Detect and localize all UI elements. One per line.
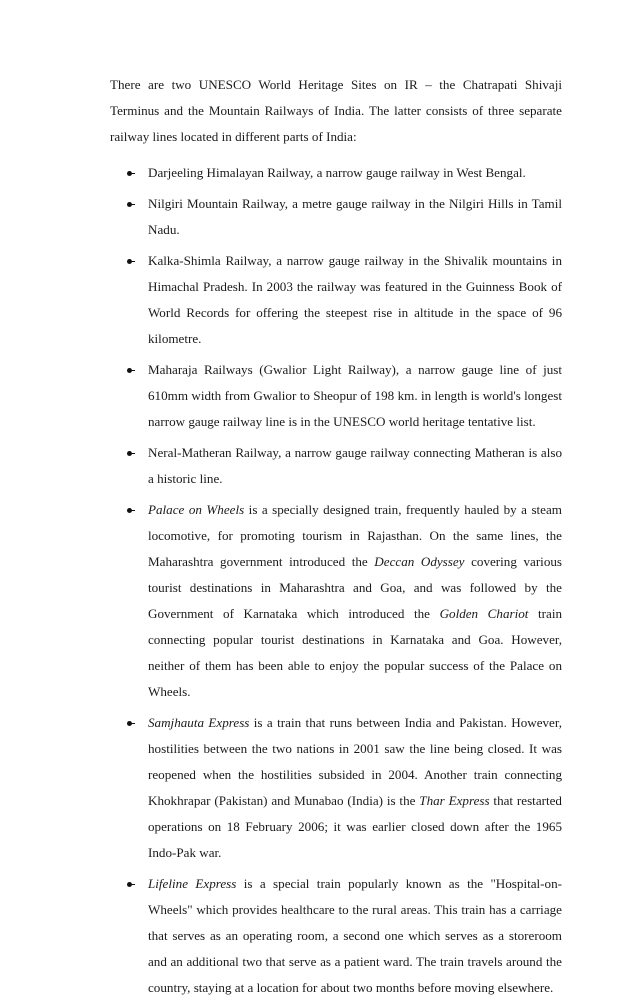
- list-item: [110, 248, 562, 352]
- bullet-icon: [126, 497, 136, 523]
- list-item-text: covering various tourist destinations in Maharashtra and Goa, and was followed by the Government of Karnataka which introduced the: [148, 554, 563, 621]
- list-item: [110, 357, 562, 435]
- document-body: [110, 72, 562, 1006]
- list-item-text: train connecting popular tourist destinations in Karnataka and Goa. However, neither of them has been able to enjoy the popular success of the Palace on Wheels.: [148, 606, 563, 699]
- bullet-icon: [126, 440, 136, 466]
- list-item: [110, 160, 562, 186]
- list-item-text: that restarted operations on 18 February 2006; it was earlier closed down after the 1965 Indo-Pak war.: [148, 793, 562, 860]
- train-name-thar-express: Thar Express: [419, 793, 490, 808]
- train-name-palace-on-wheels: Palace on Wheels: [148, 502, 245, 517]
- list-item-text: Neral-Matheran Railway, a narrow gauge railway connecting Matheran is also a historic line.: [148, 445, 562, 486]
- bullet-icon: [126, 160, 136, 186]
- list-item-text: is a specially designed train, frequently hauled by a steam locomotive, for promoting tourism in Rajasthan. On the same lines, the Maharashtra government introduced the: [148, 502, 562, 569]
- train-name-samjhauta-express: Samjhauta Express: [148, 715, 250, 730]
- bullet-icon: [126, 248, 136, 274]
- bullet-icon: [126, 191, 136, 217]
- list-item: [110, 710, 562, 866]
- list-item-text: Darjeeling Himalayan Railway, a narrow gauge railway in West Bengal.: [148, 165, 526, 180]
- list-item-text: is a special train popularly known as the "Hospital-on-Wheels" which provides healthcare to the rural areas. This train has a carriage that serves as an operating room, a second one which serves as a storeroom and an additional two that serve as a patient ward. The train travels around the country, staying at a location for about two months before moving elsewhere.: [148, 876, 562, 995]
- list-item-text: Maharaja Railways (Gwalior Light Railway), a narrow gauge line of just 610mm width from Gwalior to Sheopur of 198 km. in length is world's longest narrow gauge railway line is in the UNESCO world heritage tentative list.: [148, 362, 562, 429]
- train-name-lifeline-express: Lifeline Express: [148, 876, 237, 891]
- list-item: [110, 871, 562, 1001]
- railway-list: [110, 160, 562, 1001]
- intro-paragraph: There are two UNESCO World Heritage Sites on IR – the Chatrapati Shivaji Terminus and the Mountain Railways of India. The latter consists of three separate railway lines located in different parts of India:: [110, 77, 562, 144]
- bullet-icon: [126, 357, 136, 383]
- list-item-text: Nilgiri Mountain Railway, a metre gauge railway in the Nilgiri Hills in Tamil Nadu.: [148, 196, 562, 237]
- bullet-icon: [126, 871, 136, 897]
- train-name-deccan-odyssey: Deccan Odyssey: [374, 554, 465, 569]
- list-item: [110, 191, 562, 243]
- list-item: [110, 440, 562, 492]
- list-item-text: is a train that runs between India and Pakistan. However, hostilities between the two nations in 2001 saw the line being closed. It was reopened when the hostilities subsided in 2004. Another train connecting Khokhrapar (Pakistan) and Munabao (India) is the: [148, 715, 562, 808]
- list-item-text: Kalka-Shimla Railway, a narrow gauge railway in the Shivalik mountains in Himachal Pradesh. In 2003 the railway was featured in the Guinness Book of World Records for offering the steepest rise in altitude in the space of 96 kilometre.: [148, 253, 562, 346]
- bullet-icon: [126, 710, 136, 736]
- list-item: [110, 497, 562, 705]
- train-name-golden-chariot: Golden Chariot: [439, 606, 529, 621]
